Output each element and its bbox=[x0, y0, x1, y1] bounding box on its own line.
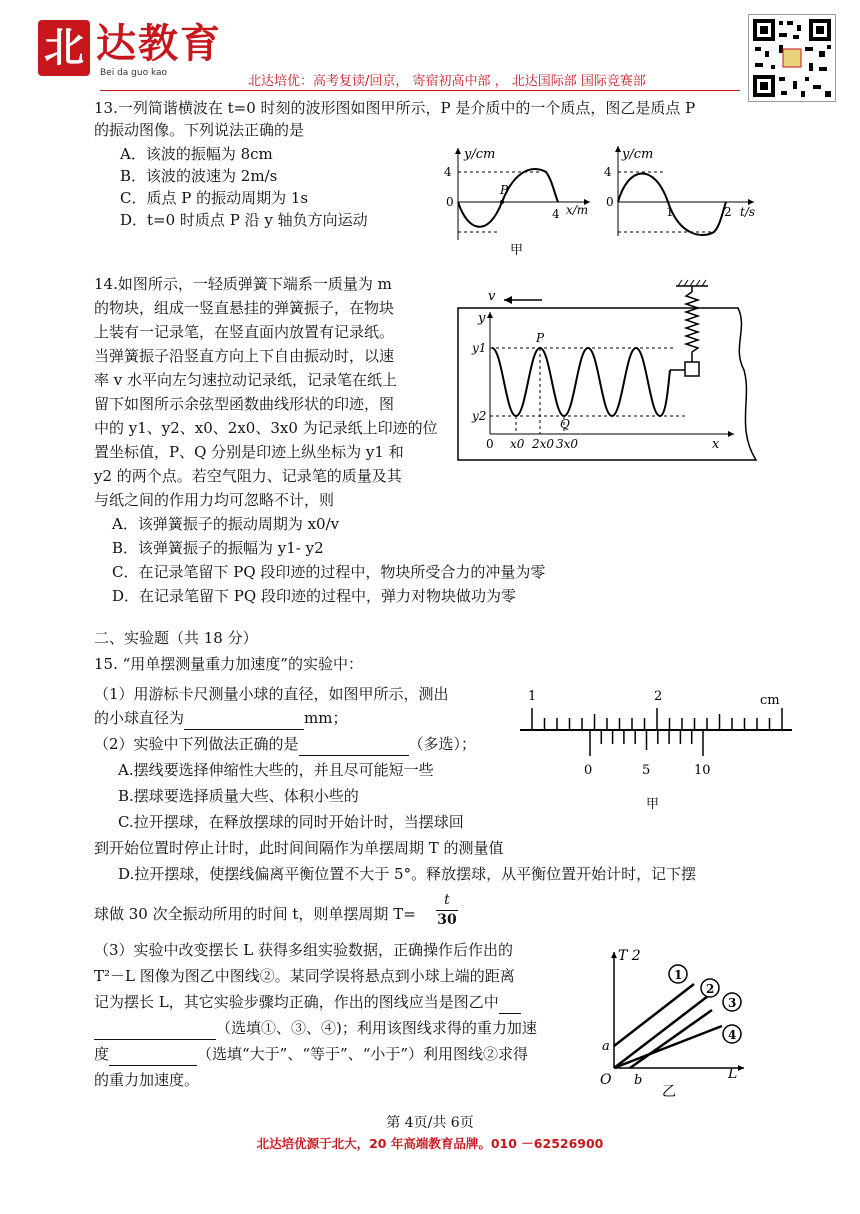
section-title: 二、实验题（共 18 分） bbox=[94, 629, 258, 647]
q14-fig-y1: y1 bbox=[472, 341, 487, 355]
q13-yi-xlabel: t/s bbox=[740, 205, 756, 219]
logo-pinyin: Bei da guo kao bbox=[100, 68, 168, 78]
q15-compare-blank[interactable] bbox=[109, 1049, 197, 1066]
q14-line-2: 的物块，组成一竖直悬挂的弹簧振子，在物块 bbox=[94, 299, 395, 317]
graph-t2-label: T 2 bbox=[618, 948, 641, 964]
q13-jia-ylabel: y/cm bbox=[464, 147, 496, 162]
q15-vernier-caliper bbox=[516, 684, 796, 814]
q15-p3-text3: 记为摆长 L，其它实验步骤均正确，作出的图线应当是图乙中 bbox=[94, 993, 499, 1011]
q14-option-d: D．在记录笔留下 PQ 段印迹的过程中，弹力对物块做功为零 bbox=[112, 587, 516, 605]
q14-fig-3x0: 3x0 bbox=[556, 437, 579, 451]
q15-p2-line bbox=[94, 732, 476, 756]
q13-vibration-graph bbox=[604, 140, 764, 240]
q13-option-a: A．该波的振幅为 8cm bbox=[120, 145, 273, 163]
q14-line-4: 当弹簧振子沿竖直方向上下自由振动时，以速 bbox=[94, 347, 395, 365]
q15-p3-line5 bbox=[94, 1042, 528, 1066]
q13-yi-ylabel: y/cm bbox=[622, 147, 654, 162]
q15-stem: 15. “用单摆测量重力加速度”的实验中： bbox=[94, 655, 363, 673]
q15-option-c-line1: C.拉开摆球，在释放摆球的同时开始计时，当摆球回 bbox=[118, 813, 464, 831]
q13-stem-line2: 的振动图像。下列说法正确的是 bbox=[94, 121, 305, 139]
q13-option-c: C．质点 P 的振动周期为 1s bbox=[120, 189, 309, 207]
graph-l-label: L bbox=[728, 1066, 738, 1082]
q14-fig-q: Q bbox=[560, 417, 570, 431]
q13-jia-ytick: 4 bbox=[444, 165, 452, 179]
logo-mark: 北 bbox=[38, 20, 90, 76]
q15-p3-text5a: 度 bbox=[94, 1045, 110, 1063]
q13-yi-origin: 0 bbox=[606, 195, 614, 209]
caliper-caption: 甲 bbox=[646, 797, 660, 812]
q15-option-d-line2: 球做 30 次全振动所用的时间 t，则单摆周期 T= bbox=[94, 905, 416, 923]
q14-option-a: A．该弹簧振子的振动周期为 x0/v bbox=[112, 515, 340, 533]
q15-frac-numerator: t bbox=[444, 892, 450, 908]
graph-a: a bbox=[602, 1039, 610, 1054]
caliper-vernier-10: 10 bbox=[694, 763, 711, 778]
graph-line-2: 2 bbox=[706, 982, 715, 996]
q15-p3-line6: 的重力加速度。 bbox=[94, 1071, 200, 1089]
q15-line-choice-blank-a[interactable] bbox=[499, 997, 521, 1014]
page-number: 第 4页/共 6页 bbox=[386, 1115, 474, 1131]
q15-p1-line2 bbox=[94, 706, 347, 730]
q15-p2-suffix: （多选）； bbox=[408, 735, 477, 753]
logo-name: 达教育 bbox=[96, 20, 222, 67]
q14-line-6: 留下如图所示余弦型函数曲线形状的印迹，图 bbox=[94, 395, 395, 413]
q15-p1-line1: （1）用游标卡尺测量小球的直径，如图甲所示，测出 bbox=[94, 685, 449, 703]
q13-yi-ytick: 4 bbox=[604, 165, 612, 179]
q15-p3-line2: T²－L 图像为图乙中图线②。某同学误将悬点到小球上端的距离 bbox=[94, 967, 515, 985]
header-rule bbox=[100, 90, 740, 91]
q15-choice-blank[interactable] bbox=[299, 739, 409, 756]
q14-line-9: y2 的两个点。若空气阻力、记录笔的质量及其 bbox=[94, 467, 402, 485]
q15-p3-text5b: （选填“大于”、“等于”、“小于”）利用图线②求得 bbox=[197, 1045, 529, 1063]
q13-yi-xtick1: 1 bbox=[666, 205, 674, 219]
q15-p3-line4 bbox=[94, 1016, 537, 1040]
q13-option-d: D．t=0 时质点 P 沿 y 轴负方向运动 bbox=[120, 211, 368, 229]
q15-p3-text4: （选填①、③、④)；利用该图线求得的重力加速 bbox=[216, 1019, 537, 1037]
q15-option-d-line1: D.拉开摆球，使摆线偏离平衡位置不大于 5°。释放摆球，从平衡位置开始计时，记下摆 bbox=[118, 865, 697, 883]
q15-p3-line3 bbox=[94, 990, 521, 1014]
q14-line-8: 置坐标值，P、Q 分别是印迹上纵坐标为 y1 和 bbox=[94, 443, 404, 461]
q14-fig-y: y bbox=[478, 311, 486, 326]
q15-option-c-line2: 到开始位置时停止计时，此时间间隔作为单摆周期 T 的测量值 bbox=[94, 839, 504, 857]
q13-jia-xtick: 4 bbox=[552, 207, 560, 221]
q15-frac-denominator: 30 bbox=[437, 912, 457, 928]
q14-option-b: B．该弹簧振子的振幅为 y1- y2 bbox=[112, 539, 324, 557]
q13-jia-xlabel: x/m bbox=[566, 203, 589, 217]
q15-option-a: A.摆线要选择伸缩性大些的，并且尽可能短一些 bbox=[118, 761, 434, 779]
caliper-vernier-5: 5 bbox=[642, 763, 651, 778]
caliper-main-1: 1 bbox=[528, 689, 537, 704]
q15-frac-bar bbox=[436, 910, 458, 911]
q15-option-b: B.摆球要选择质量大些、体积小些的 bbox=[118, 787, 359, 805]
q15-p1-text: 的小球直径为 bbox=[94, 709, 185, 727]
q14-fig-x0: x0 bbox=[510, 437, 525, 451]
q14-fig-p: P bbox=[536, 331, 545, 345]
q13-jia-origin: 0 bbox=[446, 195, 454, 209]
q13-option-b: B．该波的波速为 2m/s bbox=[120, 167, 278, 185]
q14-spring-recorder-figure bbox=[456, 278, 768, 470]
q14-fig-2x0: 2x0 bbox=[532, 437, 555, 451]
q14-line-3: 上装有一记录笔，在竖直面内放置有记录纸。 bbox=[94, 323, 395, 341]
q13-stem-line1: 13.一列简谐横波在 t=0 时刻的波形图如图甲所示，P 是介质中的一个质点，图乙是质点 P bbox=[94, 99, 696, 117]
q14-line-7: 中的 y1、y2、x0、2x0、3x0 为记录纸上印迹的位 bbox=[94, 419, 438, 437]
q13-jia-caption: 甲 bbox=[510, 243, 524, 258]
graph-caption: 乙 bbox=[662, 1084, 676, 1098]
graph-line-1: 1 bbox=[674, 968, 683, 982]
q13-yi-xtick2: 2 bbox=[724, 205, 732, 219]
q14-line-1: 14.如图所示，一轻质弹簧下端系一质量为 m bbox=[94, 275, 392, 293]
graph-origin: O bbox=[600, 1072, 612, 1088]
q15-t2-l-graph bbox=[596, 936, 756, 1098]
footer-brand: 北达培优源于北大，20 年高端教育品牌。010 －62526900 bbox=[256, 1136, 604, 1151]
q15-p1-unit: mm； bbox=[304, 709, 348, 727]
q14-line-10: 与纸之间的作用力均可忽略不计，则 bbox=[94, 491, 335, 509]
graph-line-3: 3 bbox=[728, 996, 737, 1010]
q15-p2-text: （2）实验中下列做法正确的是 bbox=[94, 735, 299, 753]
q13-wave-graph bbox=[440, 140, 600, 260]
caliper-main-2: 2 bbox=[654, 689, 663, 704]
q14-v-label: v bbox=[488, 289, 496, 304]
q15-p3-line1: （3）实验中改变摆长 L 获得多组实验数据，正确操作后作出的 bbox=[94, 941, 514, 959]
graph-b: b bbox=[634, 1073, 643, 1088]
q14-fig-y2: y2 bbox=[472, 409, 487, 423]
graph-line-4: 4 bbox=[728, 1028, 737, 1042]
q14-line-5: 率 v 水平向左匀速拉动记录纸，记录笔在纸上 bbox=[94, 371, 398, 389]
q14-option-c: C．在记录笔留下 PQ 段印迹的过程中，物块所受合力的冲量为零 bbox=[112, 563, 546, 581]
qr-code-icon bbox=[748, 14, 836, 102]
q15-line-choice-blank-b[interactable] bbox=[94, 1023, 216, 1040]
caliper-vernier-0: 0 bbox=[584, 763, 593, 778]
q13-jia-point: P bbox=[500, 183, 509, 197]
q14-fig-x: x bbox=[712, 437, 720, 452]
caliper-unit: cm bbox=[760, 693, 780, 708]
header-slogan: 北达培优：高考复读/回京， 寄宿初高中部 ， 北达国际部 国际竞赛部 bbox=[248, 74, 646, 89]
q15-diameter-blank[interactable] bbox=[184, 713, 304, 730]
q14-fig-origin: 0 bbox=[486, 437, 494, 451]
